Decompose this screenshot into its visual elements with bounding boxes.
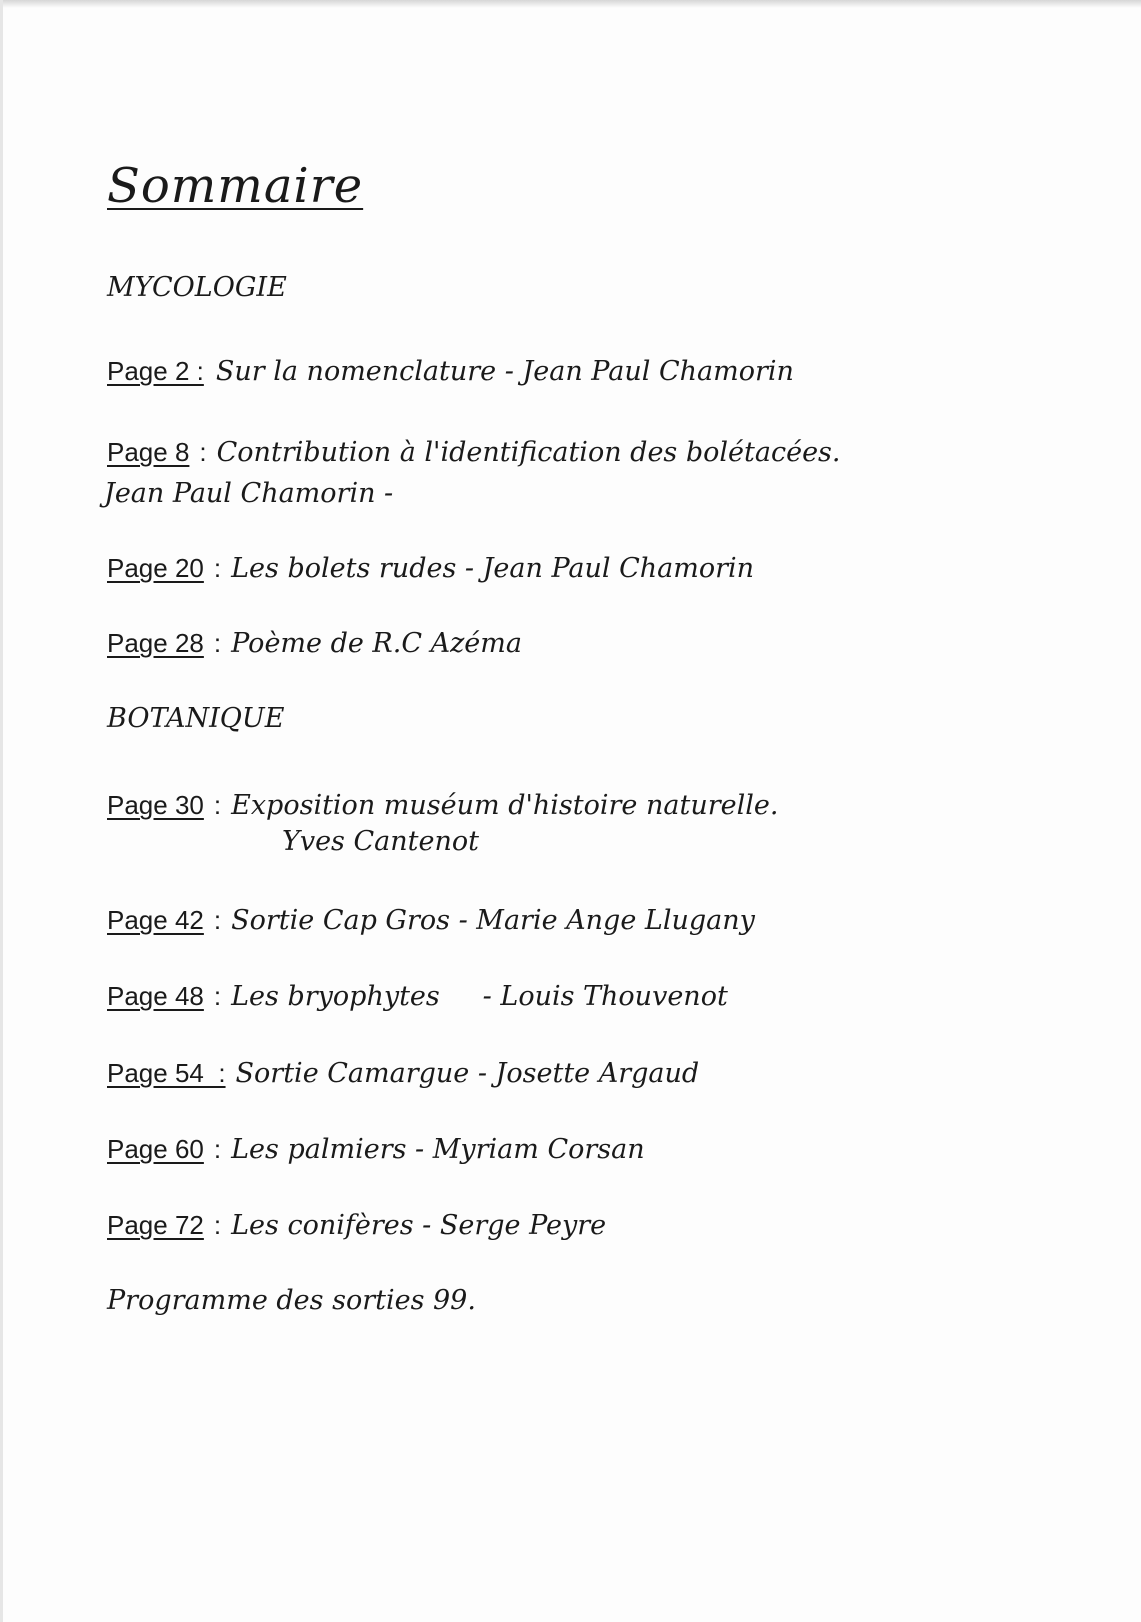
- toc-entry: [107, 431, 841, 474]
- entry-separator: :: [213, 790, 222, 820]
- entry-separator: :: [213, 1134, 222, 1164]
- entry-continuation: Yves Cantenot: [282, 826, 479, 857]
- entry-separator: :: [213, 553, 222, 583]
- toc-entry: [107, 784, 778, 827]
- toc-entry: [107, 899, 755, 942]
- page-title: Sommaire: [107, 158, 364, 214]
- entry-description: Les palmiers - Myriam Corsan: [231, 1134, 645, 1165]
- toc-entry: [107, 350, 794, 393]
- toc-entry: [107, 1128, 645, 1171]
- toc-entry: [107, 975, 728, 1018]
- entry-continuation: Jean Paul Chamorin -: [104, 478, 394, 509]
- page-reference: Page 60: [107, 1134, 204, 1164]
- entry-description: Exposition muséum d'histoire naturelle.: [231, 790, 779, 821]
- entry-description: Poème de R.C Azéma: [231, 628, 522, 659]
- entry-separator: :: [213, 905, 222, 935]
- entry-description: Contribution à l'identification des bolétacées.: [216, 437, 841, 468]
- page-reference: Page 20: [107, 553, 204, 583]
- entry-description: Les bolets rudes - Jean Paul Chamorin: [231, 553, 755, 584]
- toc-entry: [107, 1052, 699, 1095]
- section-heading-botanique: BOTANIQUE: [107, 703, 285, 734]
- entry-description: Les conifères - Serge Peyre: [231, 1210, 607, 1241]
- entry-separator: :: [199, 437, 207, 467]
- page-reference: Page 28: [107, 628, 204, 658]
- section-heading-mycologie: MYCOLOGIE: [107, 272, 287, 303]
- page-reference: Page 30: [107, 790, 204, 820]
- footer-note: Programme des sorties 99.: [107, 1285, 476, 1316]
- page-reference: Page 42: [107, 905, 204, 935]
- entry-description: Sortie Camargue - Josette Argaud: [235, 1058, 700, 1089]
- toc-entry: [107, 622, 522, 665]
- entry-description: Les bryophytes - Louis Thouvenot: [231, 981, 728, 1012]
- scan-edge-top: [0, 0, 1141, 8]
- entry-separator: :: [213, 981, 222, 1011]
- entry-separator: :: [213, 1210, 222, 1240]
- page-reference: Page 48: [107, 981, 204, 1011]
- page-reference: Page 72: [107, 1210, 204, 1240]
- toc-entry: [107, 1204, 606, 1247]
- entry-separator: :: [213, 628, 222, 658]
- page-reference: Page 2 :: [107, 356, 204, 386]
- entry-description: Sur la nomenclature - Jean Paul Chamorin: [215, 356, 794, 387]
- scan-edge-left: [0, 0, 3, 1622]
- page-reference: Page 8: [107, 437, 190, 467]
- page-reference: Page 54 :: [107, 1058, 226, 1088]
- entry-description: Sortie Cap Gros - Marie Ange Llugany: [231, 905, 755, 936]
- toc-entry: [107, 547, 754, 590]
